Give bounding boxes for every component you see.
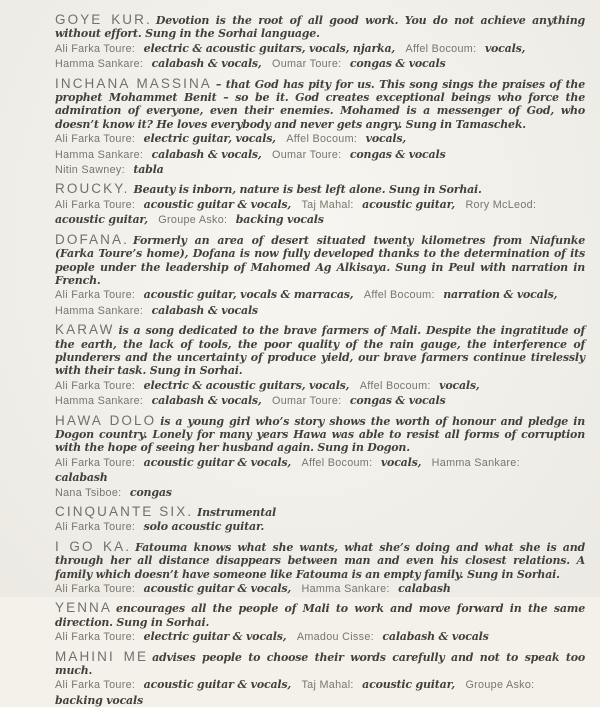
- track-section: [55, 13, 585, 72]
- credit-musician-name: Amadou Cisse:: [296, 631, 374, 644]
- credit-line: [55, 41, 585, 56]
- track-section: [55, 601, 585, 644]
- credit-line: [55, 455, 585, 485]
- credit-musician-name: Hamma Sankare:: [431, 456, 520, 469]
- track-paragraph: [55, 233, 585, 288]
- credit-musician-name: Taj Mahal:: [301, 198, 354, 211]
- credit-musician-name: Taj Mahal:: [301, 679, 354, 692]
- track-credits: [55, 455, 585, 500]
- credit-instrument-role: acoustic guitar & vocals,: [143, 455, 292, 469]
- credit-instrument-role: calabash & vocals,: [151, 394, 262, 408]
- track-title: ROUCKY.: [55, 181, 130, 197]
- credit-instrument-role: acoustic guitar,: [55, 213, 148, 227]
- credit-line: [55, 393, 585, 408]
- credit-musician-name: Ali Farka Toure:: [55, 456, 136, 469]
- track-section: [55, 182, 585, 227]
- credit-musician-name: Groupe Asko:: [158, 214, 228, 227]
- track-description: encourages all the people of Mali to work and move forward in the same direction. Sung in Sorhai.: [55, 602, 585, 629]
- track-credits: [55, 519, 585, 534]
- credit-instrument-role: tabla: [133, 163, 164, 177]
- credit-musician-name: Nitin Sawney:: [55, 164, 125, 177]
- track-title: I GO KA.: [55, 538, 132, 554]
- credit-instrument-role: acoustic guitar,: [362, 678, 455, 692]
- credit-instrument-role: acoustic guitar,: [362, 197, 455, 211]
- track-paragraph: [55, 182, 585, 196]
- credit-musician-name: Hamma Sankare:: [55, 395, 144, 408]
- credit-line: [55, 485, 585, 500]
- credit-musician-name: Ali Farka Toure:: [55, 133, 136, 146]
- credit-instrument-role: vocals,: [380, 455, 422, 469]
- track-title: KARAW: [55, 322, 115, 338]
- track-section: [55, 414, 585, 500]
- credit-line: [55, 303, 585, 318]
- track-credits: [55, 581, 585, 596]
- credit-instrument-role: calabash & vocals: [382, 630, 489, 644]
- track-title: INCHANA MASSINA: [55, 75, 212, 91]
- credit-musician-name: Ali Farka Toure:: [55, 289, 136, 302]
- track-section: [55, 233, 585, 318]
- credit-line: [55, 677, 585, 707]
- track-paragraph: [55, 505, 585, 519]
- credit-line: [55, 629, 585, 644]
- track-paragraph: [55, 540, 585, 581]
- credit-musician-name: Ali Farka Toure:: [55, 631, 136, 644]
- credit-instrument-role: congas: [129, 485, 172, 499]
- track-paragraph: [55, 323, 585, 378]
- credit-instrument-role: calabash: [55, 471, 108, 485]
- credit-musician-name: Oumar Toure:: [272, 395, 342, 408]
- track-section: [55, 77, 585, 178]
- credit-musician-name: Affel Bocoum:: [301, 456, 373, 469]
- credit-musician-name: Hamma Sankare:: [301, 583, 390, 596]
- track-description: is a song dedicated to the brave farmers of Mali. Despite the ingratitude of the earth, the lack of tools, the poor quality of the rain gauge, the interference of plunderers and the uncertainty of produce yield, our brave farmers continue tirelessly with their task. Sung in Sorhai.: [55, 324, 585, 378]
- credit-instrument-role: electric guitar & vocals,: [143, 630, 287, 644]
- credit-musician-name: Ali Farka Toure:: [55, 42, 136, 55]
- track-description: Devotion is the root of all good work. You do not achieve anything without effort. Sung in the Sorhai language.: [55, 14, 585, 41]
- track-title: HAWA DOLO: [55, 412, 157, 428]
- credit-musician-name: Affel Bocoum:: [405, 42, 477, 55]
- credit-musician-name: Rory McLeod:: [465, 198, 537, 211]
- track-description: is a young girl who’s story shows the worth of honour and pledge in Dogon country. Lonely for many years Hawa was able to resist all forms of corruption with the hope of seeing her husband again. Sung in Dogon.: [55, 414, 585, 455]
- track-description: advises people to choose their words carefully and not to speak too much.: [55, 650, 586, 678]
- credit-line: [55, 378, 585, 393]
- track-paragraph: [55, 77, 585, 132]
- track-description: Fatouma knows what she wants, what she’s doing and what she is and through her all distance disappears between man and even his closest relations. A family which doesn’t have someone like Fatouma is an empty family. Sung in Sorhai.: [55, 540, 585, 581]
- track-paragraph: [55, 414, 585, 455]
- credit-line: [55, 519, 585, 534]
- credit-musician-name: Nana Tsiboe:: [55, 486, 122, 499]
- credit-instrument-role: congas & vocals: [349, 147, 446, 161]
- track-description: Beauty is inborn, nature is best left alone. Sung in Sorhai.: [133, 183, 482, 197]
- credit-line: [55, 162, 585, 177]
- credit-instrument-role: calabash & vocals,: [151, 147, 262, 161]
- credit-instrument-role: backing vocals: [235, 213, 324, 227]
- track-credits: [55, 197, 585, 228]
- credit-instrument-role: acoustic guitar & vocals,: [143, 197, 292, 211]
- track-list: [55, 13, 585, 707]
- credit-instrument-role: vocals,: [365, 132, 407, 146]
- credit-instrument-role: electric & acoustic guitars, vocals, njarka,: [143, 41, 396, 55]
- credit-instrument-role: electric guitar, vocals,: [143, 132, 276, 146]
- track-credits: [55, 677, 585, 707]
- track-credits: [55, 131, 585, 177]
- track-credits: [55, 629, 585, 644]
- track-description: Instrumental: [197, 506, 277, 519]
- track-description: – that God has pity for us. This song sings the praises of the prophet Mohammet Benit – so be it. God creates exceptional beings who force the admiration of everyone, even their enemies. Mohamed is a messenger of God, who doesn’t know it? He loves everybody and never gets angry. Sung in Tamaschek.: [55, 77, 585, 131]
- credit-musician-name: Ali Farka Toure:: [55, 583, 136, 596]
- credit-line: [55, 56, 585, 71]
- track-description: Formerly an area of desert situated twenty kilometres from Niafunke (Farka Toure’s home), Dofana is now fully developed thanks to the determination of its people under the leadership of Mahomed Ag Alkisaya. Sung in Peul with narration in French.: [55, 233, 585, 287]
- track-paragraph: [55, 601, 585, 629]
- credit-instrument-role: calabash: [398, 582, 451, 596]
- credit-instrument-role: electric & acoustic guitars, vocals,: [143, 378, 350, 392]
- track-title: YENNA: [55, 600, 113, 616]
- track-paragraph: [55, 13, 585, 41]
- credit-instrument-role: calabash & vocals: [151, 303, 258, 317]
- credit-instrument-role: vocals,: [484, 41, 526, 55]
- credit-musician-name: Hamma Sankare:: [55, 58, 144, 71]
- track-section: [55, 505, 585, 535]
- credit-musician-name: Affel Bocoum:: [363, 289, 435, 302]
- credit-musician-name: Ali Farka Toure:: [55, 198, 136, 211]
- track-section: [55, 323, 585, 408]
- credit-line: [55, 131, 585, 146]
- credit-musician-name: Hamma Sankare:: [55, 148, 144, 161]
- credit-instrument-role: backing vocals: [55, 693, 143, 707]
- credit-musician-name: Ali Farka Toure:: [55, 679, 136, 692]
- credit-instrument-role: acoustic guitar, vocals & marracas,: [143, 288, 354, 302]
- credit-musician-name: Affel Bocoum:: [286, 133, 358, 146]
- credit-instrument-role: acoustic guitar & vocals,: [143, 678, 292, 692]
- track-title: CINQUANTE SIX.: [55, 504, 194, 519]
- track-title: GOYE KUR.: [55, 12, 152, 27]
- track-title: MAHINI ME: [55, 648, 149, 664]
- track-paragraph: [55, 650, 585, 678]
- track-title: DOFANA.: [55, 231, 129, 247]
- credit-instrument-role: acoustic guitar & vocals,: [143, 582, 292, 596]
- credit-line: [55, 197, 585, 228]
- track-credits: [55, 287, 585, 318]
- credit-instrument-role: vocals,: [439, 378, 480, 392]
- track-section: [55, 540, 585, 597]
- credit-line: [55, 581, 585, 596]
- credit-musician-name: Oumar Toure:: [272, 148, 342, 161]
- credit-instrument-role: calabash & vocals,: [151, 57, 262, 71]
- credit-instrument-role: narration & vocals,: [443, 288, 558, 302]
- track-credits: [55, 378, 585, 409]
- credit-musician-name: Affel Bocoum:: [359, 379, 431, 392]
- credit-musician-name: Hamma Sankare:: [55, 304, 144, 317]
- credit-instrument-role: congas & vocals: [349, 57, 446, 71]
- credit-musician-name: Ali Farka Toure:: [55, 379, 136, 392]
- credit-musician-name: Groupe Asko:: [465, 679, 535, 692]
- credit-musician-name: Ali Farka Toure:: [55, 521, 136, 534]
- credit-instrument-role: solo acoustic guitar.: [143, 520, 265, 534]
- credit-musician-name: Oumar Toure:: [272, 58, 342, 71]
- track-section: [55, 650, 585, 707]
- credit-line: [55, 147, 585, 162]
- track-credits: [55, 41, 585, 72]
- credit-line: [55, 287, 585, 302]
- credit-instrument-role: congas & vocals: [349, 394, 446, 408]
